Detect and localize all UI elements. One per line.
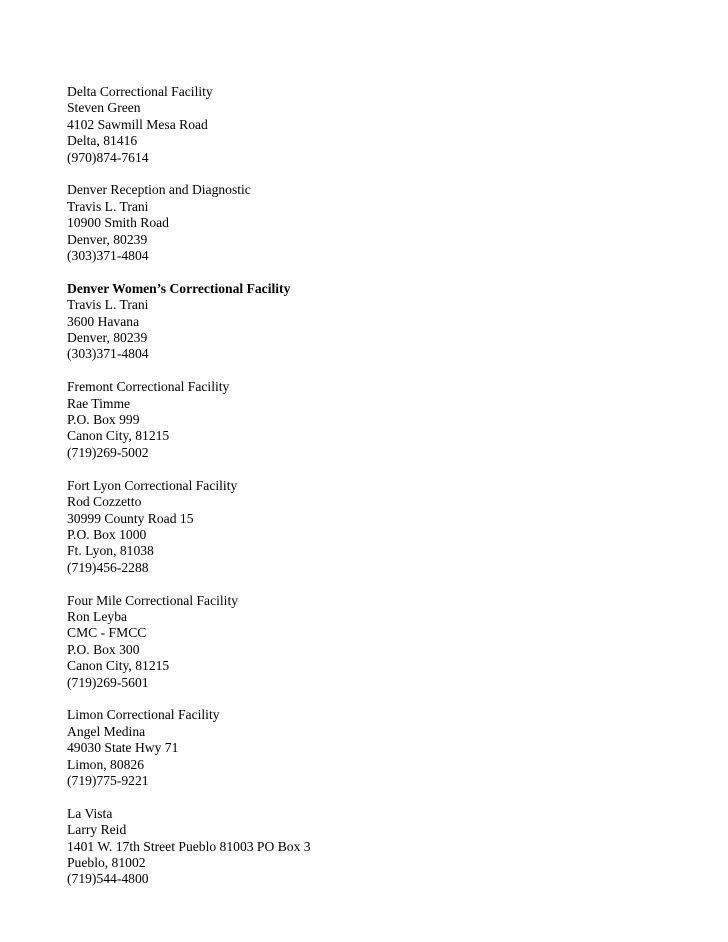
facility-city: Pueblo, 81002 [67, 854, 146, 870]
facility-contact: Angel Medina [67, 723, 146, 739]
facility-name: Limon Correctional Facility [67, 707, 220, 723]
facility-address-line: 1401 W. 17th Street Pueblo 81003 PO Box 3 [67, 838, 311, 854]
facility-entry-delta [67, 84, 687, 166]
facility-entry-la-vista [67, 806, 687, 888]
facility-address-line: 30999 County Road 15 [67, 510, 194, 526]
facility-contact: Rae Timme [67, 395, 131, 411]
facility-name: Denver Reception and Diagnostic [67, 182, 251, 198]
facility-address-line: 10900 Smith Road [67, 215, 169, 231]
facility-contact: Travis L. Trani [67, 297, 149, 313]
facility-phone: (719)775-9221 [67, 772, 149, 788]
facility-name: Denver Women’s Correctional Facility [67, 280, 291, 296]
facility-entry-denver-womens [67, 281, 687, 363]
facility-address-line: P.O. Box 999 [67, 412, 140, 428]
facility-entry-fort-lyon [67, 478, 687, 576]
facility-phone: (303)371-4804 [67, 346, 149, 362]
facility-city: Ft. Lyon, 81038 [67, 543, 154, 559]
facility-city: Denver, 80239 [67, 231, 148, 247]
facility-address-line: P.O. Box 1000 [67, 526, 147, 542]
facility-city: Canon City, 81215 [67, 428, 170, 444]
facility-entry-fremont [67, 379, 687, 461]
facility-contact: Steven Green [67, 100, 141, 116]
facility-phone: (719)544-4800 [67, 871, 149, 887]
facility-name: Fort Lyon Correctional Facility [67, 477, 238, 493]
facility-city: Delta, 81416 [67, 133, 138, 149]
facility-address-line: 49030 State Hwy 71 [67, 740, 179, 756]
facility-directory [67, 84, 687, 904]
facility-name: Delta Correctional Facility [67, 84, 213, 99]
facility-address-line: P.O. Box 300 [67, 641, 140, 657]
facility-name: Fremont Correctional Facility [67, 379, 230, 395]
facility-city: Limon, 80826 [67, 756, 145, 772]
facility-address-line: CMC - FMCC [67, 625, 147, 641]
facility-entry-limon [67, 707, 687, 789]
facility-contact: Rod Cozzetto [67, 494, 142, 510]
facility-phone: (970)874-7614 [67, 149, 149, 165]
facility-name: Four Mile Correctional Facility [67, 592, 239, 608]
facility-name: La Vista [67, 805, 113, 821]
facility-entry-four-mile [67, 593, 687, 691]
facility-contact: Ron Leyba [67, 608, 128, 624]
facility-address-line: 3600 Havana [67, 313, 140, 329]
facility-phone: (719)269-5601 [67, 674, 149, 690]
facility-city: Canon City, 81215 [67, 658, 170, 674]
facility-phone: (719)269-5002 [67, 444, 149, 460]
facility-entry-denver-reception [67, 182, 687, 264]
facility-contact: Larry Reid [67, 822, 127, 838]
facility-address-line: 4102 Sawmill Mesa Road [67, 116, 208, 132]
facility-contact: Travis L. Trani [67, 198, 149, 214]
facility-phone: (303)371-4804 [67, 248, 149, 264]
facility-city: Denver, 80239 [67, 330, 148, 346]
facility-phone: (719)456-2288 [67, 559, 149, 575]
